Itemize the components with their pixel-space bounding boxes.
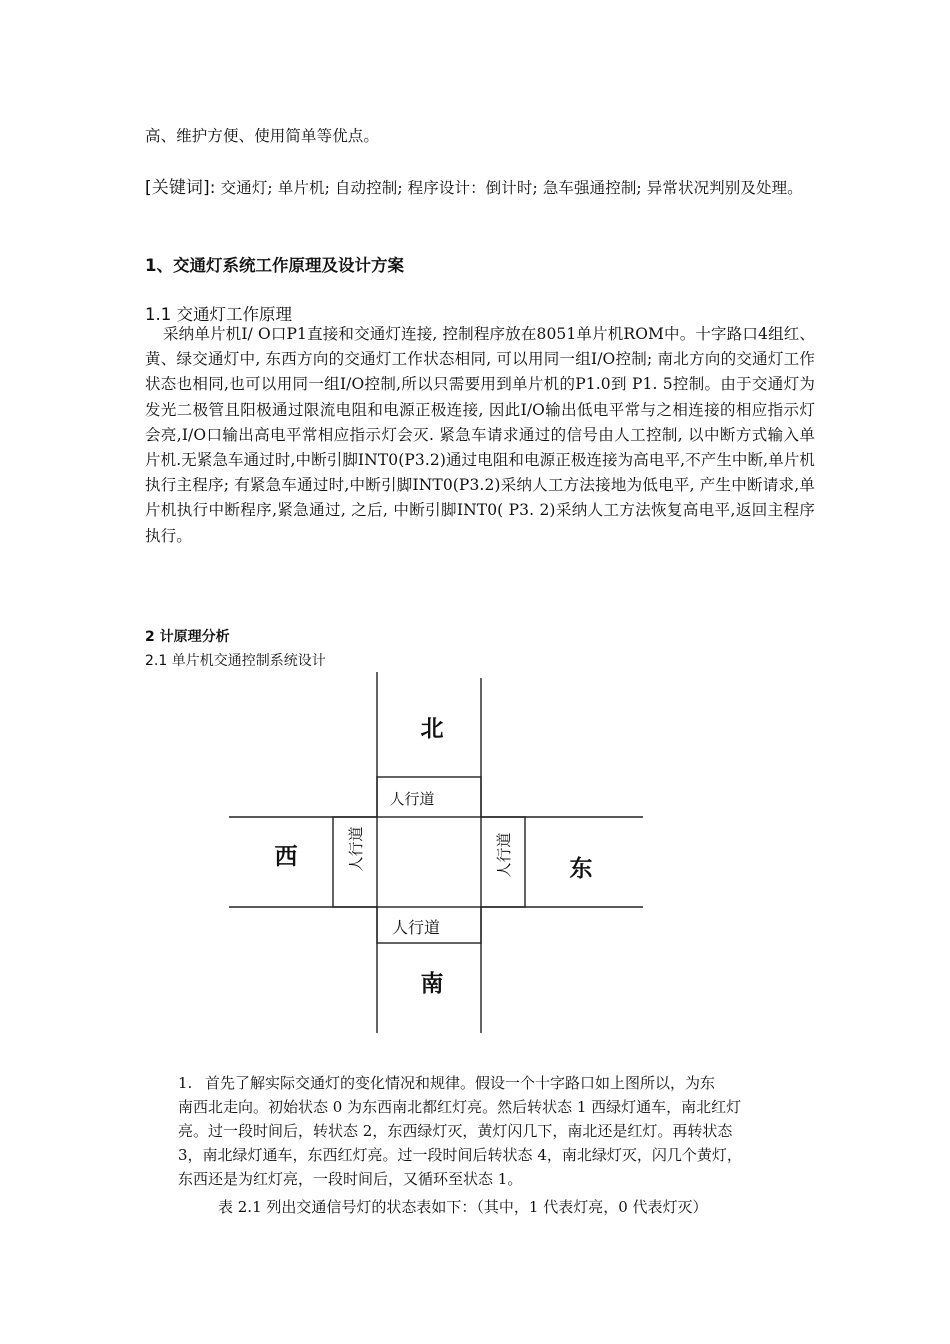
crosswalk-east-label: 人行道 [495, 832, 513, 878]
list-line-1 [178, 1071, 818, 1095]
intro-tail-text: 高、维护方便、使用简单等优点。 [145, 127, 380, 145]
crosswalk-south-label: 人行道 [391, 918, 441, 937]
west-label: 西 [274, 844, 298, 870]
crosswalk-north-label: 人行道 [389, 790, 435, 808]
section1-subheading: 1.1 交通灯工作原理 [145, 305, 292, 324]
list-line-2: 南西北走向。初始状态 0 为东西南北都红灯亮。然后转状态 1 西绿灯通车，南北红灯 [178, 1098, 742, 1116]
list-text-line-1: 首先了解实际交通灯的变化情况和规律。假设一个十字路口如上图所以，为东 [205, 1074, 716, 1092]
section1-heading: 1、交通灯系统工作原理及设计方案 [145, 256, 404, 275]
keywords-label: [关键词]: [145, 178, 216, 198]
keywords-text: 交通灯; 单片机; 自动控制; 程序设计：倒计时; 急车强通控制; 异常状况判别及处理。 [215, 179, 803, 197]
east-label: 东 [569, 856, 593, 882]
section2-subheading: 2.1 单片机交通控制系统设计 [145, 653, 326, 669]
table-caption: 表 2.1 列出交通信号灯的状态表如下：（其中，1 代表灯亮，0 代表灯灭） [218, 1198, 708, 1216]
crosswalk-west-label: 人行道 [347, 826, 365, 872]
south-label: 南 [420, 971, 444, 997]
section1-body: 采纳单片机I/ O口P1直接和交通灯连接, 控制程序放在8051单片机ROM中。十字路口4组红、黄、绿交通灯中, 东西方向的交通灯工作状态相同, 可以用同一组I/O控制; 南北方向的交通灯工作状态也相同,也可以用同一组I/O控制,所以只需要用到单片机的P1.0到 P1. 5控制。由于交通灯为发光二极管且阳极通过限流电阻和电源正极连接, 因此I/O输出低电平常与之相连接的相应指示灯会亮,I/O口输出高电平常相应指示灯会灭. 紧急车请求通过的信号由人工控制, 以中断方式输入单片机.无紧急车通过时,中断引脚INT0(P3.2)通过电阻和电源正极连接为高电平,不产生中断,单片机执行主程序; 有紧急车通过时,中断引脚INT0(P3.2)采纳人工方法接地为低电平, 产生中断请求,单片机执行中断程序,紧急通过, 之后, 中断引脚INT0( P3. 2)采纳人工方法恢复高电平,返回主程序执行。 [145, 325, 815, 545]
section2-heading: 2 计原理分析 [145, 629, 230, 645]
list-line-3: 亮。过一段时间后，转状态 2，东西绿灯灭，黄灯闪几下，南北还是红灯。再转状态 [178, 1122, 733, 1140]
list-line-5: 东西还是为红灯亮，一段时间后，又循环至状态 1。 [178, 1170, 523, 1188]
state-description-list-item [178, 1071, 818, 1191]
north-label: 北 [420, 716, 444, 742]
list-line-4: 3，南北绿灯通车，东西红灯亮。过一段时间后转状态 4，南北绿灯灭，闪几个黄灯， [178, 1146, 742, 1164]
list-number: 1. [178, 1074, 193, 1092]
